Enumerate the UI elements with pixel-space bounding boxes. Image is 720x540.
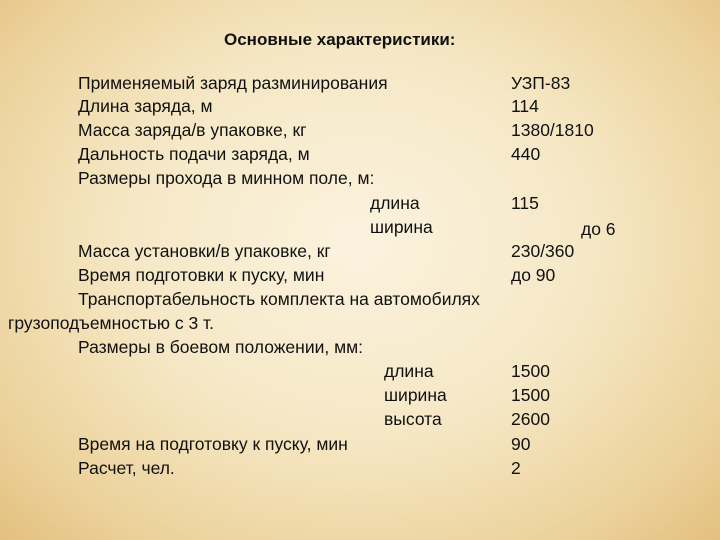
row-label: Применяемый заряд разминирования (78, 73, 388, 93)
sub-label: длина (384, 361, 434, 381)
sub-label: ширина (384, 385, 447, 405)
row-value: 2 (511, 458, 521, 478)
row-value: 230/360 (511, 241, 575, 261)
paragraph-line: Транспортабельность комплекта на автомобилях (78, 289, 480, 309)
row-value: УЗП-83 (511, 73, 571, 93)
sub-label: ширина (370, 217, 433, 237)
section-label: Размеры прохода в минном поле, м: (78, 168, 375, 188)
section-label: Размеры в боевом положении, мм: (78, 337, 364, 357)
sub-value: 1500 (511, 385, 550, 405)
row-label: Дальность подачи заряда, м (78, 144, 310, 164)
sub-value: до 6 (581, 219, 616, 239)
sub-label: высота (384, 409, 442, 429)
sub-value: 1500 (511, 361, 550, 381)
sub-value: 2600 (511, 409, 550, 429)
row-label: Расчет, чел. (78, 458, 175, 478)
row-value: 90 (511, 434, 531, 454)
row-label: Масса заряда/в упаковке, кг (78, 120, 307, 140)
row-value: 440 (511, 144, 541, 164)
row-value: 1380/1810 (511, 120, 594, 140)
sub-value: 115 (511, 193, 539, 213)
row-label: Время подготовки к пуску, мин (78, 265, 325, 285)
slide-title: Основные характеристики: (224, 30, 456, 49)
row-label: Длина заряда, м (78, 96, 213, 116)
row-value: 114 (511, 96, 539, 116)
row-label: Время на подготовку к пуску, мин (78, 434, 348, 454)
sub-label: длина (370, 193, 420, 213)
paragraph-line: грузоподъемностью с 3 т. (8, 313, 214, 333)
row-label: Масса установки/в упаковке, кг (78, 241, 331, 261)
row-value: до 90 (511, 265, 556, 285)
